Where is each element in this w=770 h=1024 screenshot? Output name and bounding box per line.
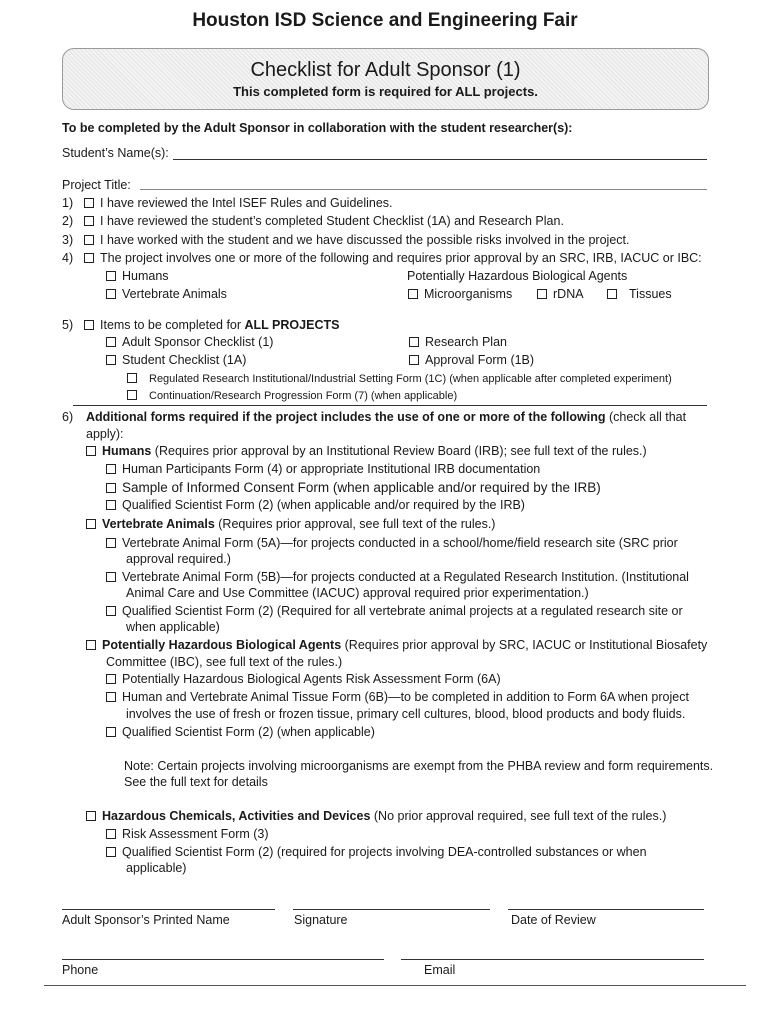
item-1-number: 1) bbox=[62, 196, 74, 210]
regulated-research-checkbox[interactable] bbox=[127, 373, 137, 383]
vertebrate-checkbox[interactable] bbox=[106, 289, 116, 299]
phone-field[interactable] bbox=[62, 959, 384, 960]
hazardous-section bbox=[86, 809, 666, 823]
research-plan-checkbox[interactable] bbox=[409, 337, 419, 347]
phba-note-line-1: Note: Certain projects involving microorganisms are exempt from the PHBA review and form requirements. bbox=[124, 759, 714, 773]
regulated-research-label: Regulated Research Institutional/Industrial Setting Form (1C) (when applicable after completed experiment) bbox=[149, 373, 672, 385]
phba-heading: Potentially Hazardous Biological Agents bbox=[407, 269, 628, 283]
vertebrate-5a-item bbox=[106, 536, 678, 550]
footer-rule bbox=[44, 985, 746, 986]
hazardous-section-label: Hazardous Chemicals, Activities and Devices bbox=[102, 809, 371, 823]
signature-label: Signature bbox=[294, 913, 348, 927]
hazardous-section-checkbox[interactable] bbox=[86, 811, 96, 821]
signature-field[interactable] bbox=[293, 909, 490, 910]
vertebrate-qualified-scientist-label-cont: when applicable) bbox=[126, 620, 220, 634]
date-of-review-label: Date of Review bbox=[511, 913, 596, 927]
item-6-number: 6) bbox=[62, 410, 74, 424]
rdna-checkbox[interactable] bbox=[537, 289, 547, 299]
item-4-text: The project involves one or more of the following and requires prior approval by an SRC, IRB, IACUC or IBC: bbox=[100, 251, 702, 265]
adult-sponsor-checklist-item bbox=[106, 335, 273, 349]
email-field[interactable] bbox=[401, 959, 704, 960]
item-4-vertebrate bbox=[106, 287, 227, 301]
approval-form-item bbox=[409, 353, 534, 367]
item-5 bbox=[84, 318, 339, 332]
phba-section-label: Potentially Hazardous Biological Agents bbox=[102, 638, 342, 652]
item-6-heading-rest: (check all that bbox=[605, 410, 687, 424]
hazardous-qualified-scientist-label-cont: applicable) bbox=[126, 861, 187, 875]
tissue-form-label: Human and Vertebrate Animal Tissue Form (6B)—to be completed in addition to Form 6A when project bbox=[122, 690, 689, 704]
vertebrate-5a-checkbox[interactable] bbox=[106, 538, 116, 548]
item-6-heading-bold: Additional forms required if the project includes the use of one or more of the following bbox=[86, 410, 606, 424]
item-3-number: 3) bbox=[62, 233, 74, 247]
item-5-text: Items to be completed for bbox=[100, 318, 245, 332]
vertebrate-5b-item bbox=[106, 570, 689, 584]
microorganisms-label: Microorganisms bbox=[424, 287, 513, 301]
risk-assessment-checkbox[interactable] bbox=[106, 829, 116, 839]
vertebrate-section bbox=[86, 517, 495, 531]
vertebrate-5b-checkbox[interactable] bbox=[106, 572, 116, 582]
item-4 bbox=[84, 251, 702, 265]
vertebrate-qualified-scientist-checkbox[interactable] bbox=[106, 606, 116, 616]
humans-checkbox[interactable] bbox=[106, 271, 116, 281]
item-4-rdna bbox=[537, 287, 584, 301]
item-4-checkbox[interactable] bbox=[84, 253, 94, 263]
project-title-field[interactable] bbox=[140, 189, 707, 190]
humans-section-checkbox[interactable] bbox=[86, 446, 96, 456]
adult-sponsor-checklist-checkbox[interactable] bbox=[106, 337, 116, 347]
item-5-checkbox[interactable] bbox=[84, 320, 94, 330]
intro-text: To be completed by the Adult Sponsor in collaboration with the student researcher(s): bbox=[62, 121, 573, 135]
humans-section-label: Humans bbox=[102, 444, 152, 458]
fair-title: Houston ISD Science and Engineering Fair bbox=[192, 10, 578, 31]
section-divider bbox=[73, 405, 707, 406]
students-name-field[interactable] bbox=[173, 159, 707, 160]
item-2-checkbox[interactable] bbox=[84, 216, 94, 226]
item-4-tissues bbox=[607, 287, 672, 301]
students-name-label: Student’s Name(s): bbox=[62, 146, 169, 160]
tissue-form-item bbox=[106, 690, 689, 704]
microorganisms-checkbox[interactable] bbox=[408, 289, 418, 299]
email-label: Email bbox=[424, 963, 456, 977]
tissues-checkbox[interactable] bbox=[607, 289, 617, 299]
item-6-heading-line2: apply): bbox=[86, 427, 124, 441]
form-title: Checklist for Adult Sponsor (1) bbox=[250, 59, 521, 81]
project-title-label: Project Title: bbox=[62, 178, 131, 192]
humans-section-desc: (Requires prior approval by an Institutional Review Board (IRB); see full text of the rules.) bbox=[151, 444, 647, 458]
continuation-checkbox[interactable] bbox=[127, 390, 137, 400]
phba-risk-assessment-checkbox[interactable] bbox=[106, 674, 116, 684]
approval-form-checkbox[interactable] bbox=[409, 355, 419, 365]
continuation-label: Continuation/Research Progression Form (7) (when applicable) bbox=[149, 390, 458, 402]
printed-name-field[interactable] bbox=[62, 909, 275, 910]
tissues-label: Tissues bbox=[629, 287, 672, 301]
humans-section bbox=[86, 444, 647, 458]
regulated-research-item bbox=[127, 373, 672, 385]
item-6-heading bbox=[86, 410, 686, 424]
printed-name-label: Adult Sponsor’s Printed Name bbox=[62, 913, 230, 927]
phba-note-line-2: See the full text for details bbox=[124, 775, 268, 789]
phba-qualified-scientist-checkbox[interactable] bbox=[106, 727, 116, 737]
phba-risk-assessment-label: Potentially Hazardous Biological Agents Risk Assessment Form (6A) bbox=[122, 672, 501, 686]
phba-section-desc-cont: Committee (IBC), see full text of the rules.) bbox=[106, 655, 343, 669]
item-2-text: I have reviewed the student’s completed Student Checklist (1A) and Research Plan. bbox=[100, 214, 564, 228]
informed-consent-checkbox[interactable] bbox=[106, 483, 116, 493]
student-checklist-item bbox=[106, 353, 246, 367]
research-plan-label: Research Plan bbox=[425, 335, 507, 349]
human-participants-label: Human Participants Form (4) or appropriate Institutional IRB documentation bbox=[122, 462, 541, 476]
humans-qualified-scientist-item bbox=[106, 498, 525, 512]
vertebrate-5a-label: Vertebrate Animal Form (5A)—for projects conducted in a school/home/field research site (SRC prior bbox=[122, 536, 678, 550]
approval-form-label: Approval Form (1B) bbox=[425, 353, 535, 367]
humans-qualified-scientist-label: Qualified Scientist Form (2) (when applicable and/or required by the IRB) bbox=[122, 498, 525, 512]
vertebrate-5a-label-cont: approval required.) bbox=[126, 552, 231, 566]
vertebrate-section-label: Vertebrate Animals bbox=[102, 517, 215, 531]
item-4-number: 4) bbox=[62, 251, 74, 265]
student-checklist-label: Student Checklist (1A) bbox=[122, 353, 247, 367]
item-3-checkbox[interactable] bbox=[84, 235, 94, 245]
humans-qualified-scientist-checkbox[interactable] bbox=[106, 500, 116, 510]
phba-section-desc: (Requires prior approval by SRC, IACUC or Institutional Biosafety bbox=[341, 638, 708, 652]
item-2-number: 2) bbox=[62, 214, 74, 228]
tissue-form-label-cont: involves the use of fresh or frozen tissue, primary cell cultures, blood, blood products and body fluids. bbox=[126, 707, 686, 721]
tissue-form-checkbox[interactable] bbox=[106, 692, 116, 702]
date-of-review-field[interactable] bbox=[508, 909, 704, 910]
informed-consent-item bbox=[106, 480, 601, 495]
item-3-text: I have worked with the student and we have discussed the possible risks involved in the project. bbox=[100, 233, 630, 247]
item-2 bbox=[84, 214, 564, 228]
hazardous-qualified-scientist-item bbox=[106, 845, 647, 859]
vertebrate-qualified-scientist-label: Qualified Scientist Form (2) (Required for all vertebrate animal projects at a regulated research site or bbox=[122, 604, 683, 618]
vertebrate-qualified-scientist-item bbox=[106, 604, 683, 618]
phone-label: Phone bbox=[62, 963, 99, 977]
item-1-text: I have reviewed the Intel ISEF Rules and Guidelines. bbox=[100, 196, 393, 210]
risk-assessment-item bbox=[106, 827, 269, 841]
item-1 bbox=[84, 196, 393, 210]
vertebrate-section-checkbox[interactable] bbox=[86, 519, 96, 529]
informed-consent-label: Sample of Informed Consent Form (when applicable and/or required by the IRB) bbox=[122, 480, 601, 495]
phba-risk-assessment-item bbox=[106, 672, 501, 686]
phba-qualified-scientist-label: Qualified Scientist Form (2) (when applicable) bbox=[122, 725, 375, 739]
phba-section-checkbox[interactable] bbox=[86, 640, 96, 650]
human-participants-item bbox=[106, 462, 540, 476]
hazardous-qualified-scientist-label: Qualified Scientist Form (2) (required for projects involving DEA-controlled substances or when bbox=[122, 845, 647, 859]
continuation-item bbox=[127, 390, 457, 402]
adult-sponsor-checklist-label: Adult Sponsor Checklist (1) bbox=[122, 335, 274, 349]
item-3 bbox=[84, 233, 629, 247]
hazardous-qualified-scientist-checkbox[interactable] bbox=[106, 847, 116, 857]
item-5-text-bold: ALL PROJECTS bbox=[244, 318, 340, 332]
phba-qualified-scientist-item bbox=[106, 725, 375, 739]
student-checklist-checkbox[interactable] bbox=[106, 355, 116, 365]
human-participants-checkbox[interactable] bbox=[106, 464, 116, 474]
vertebrate-5b-label-cont: Animal Care and Use Committee (IACUC) approval required prior experimentation.) bbox=[126, 586, 589, 600]
vertebrate-5b-label: Vertebrate Animal Form (5B)—for projects conducted at a Regulated Research Institution. (Institutional bbox=[122, 570, 689, 584]
risk-assessment-label: Risk Assessment Form (3) bbox=[122, 827, 269, 841]
humans-label: Humans bbox=[122, 269, 169, 283]
vertebrate-section-desc: (Requires prior approval, see full text of the rules.) bbox=[214, 517, 496, 531]
vertebrate-label: Vertebrate Animals bbox=[122, 287, 227, 301]
research-plan-item bbox=[409, 335, 507, 349]
item-5-number: 5) bbox=[62, 318, 74, 332]
form-subtitle: This completed form is required for ALL projects. bbox=[233, 84, 538, 99]
item-4-microorganisms bbox=[408, 287, 512, 301]
hazardous-section-desc: (No prior approval required, see full text of the rules.) bbox=[370, 809, 667, 823]
rdna-label: rDNA bbox=[553, 287, 584, 301]
phba-section bbox=[86, 638, 707, 652]
item-4-humans bbox=[106, 269, 169, 283]
item-1-checkbox[interactable] bbox=[84, 198, 94, 208]
